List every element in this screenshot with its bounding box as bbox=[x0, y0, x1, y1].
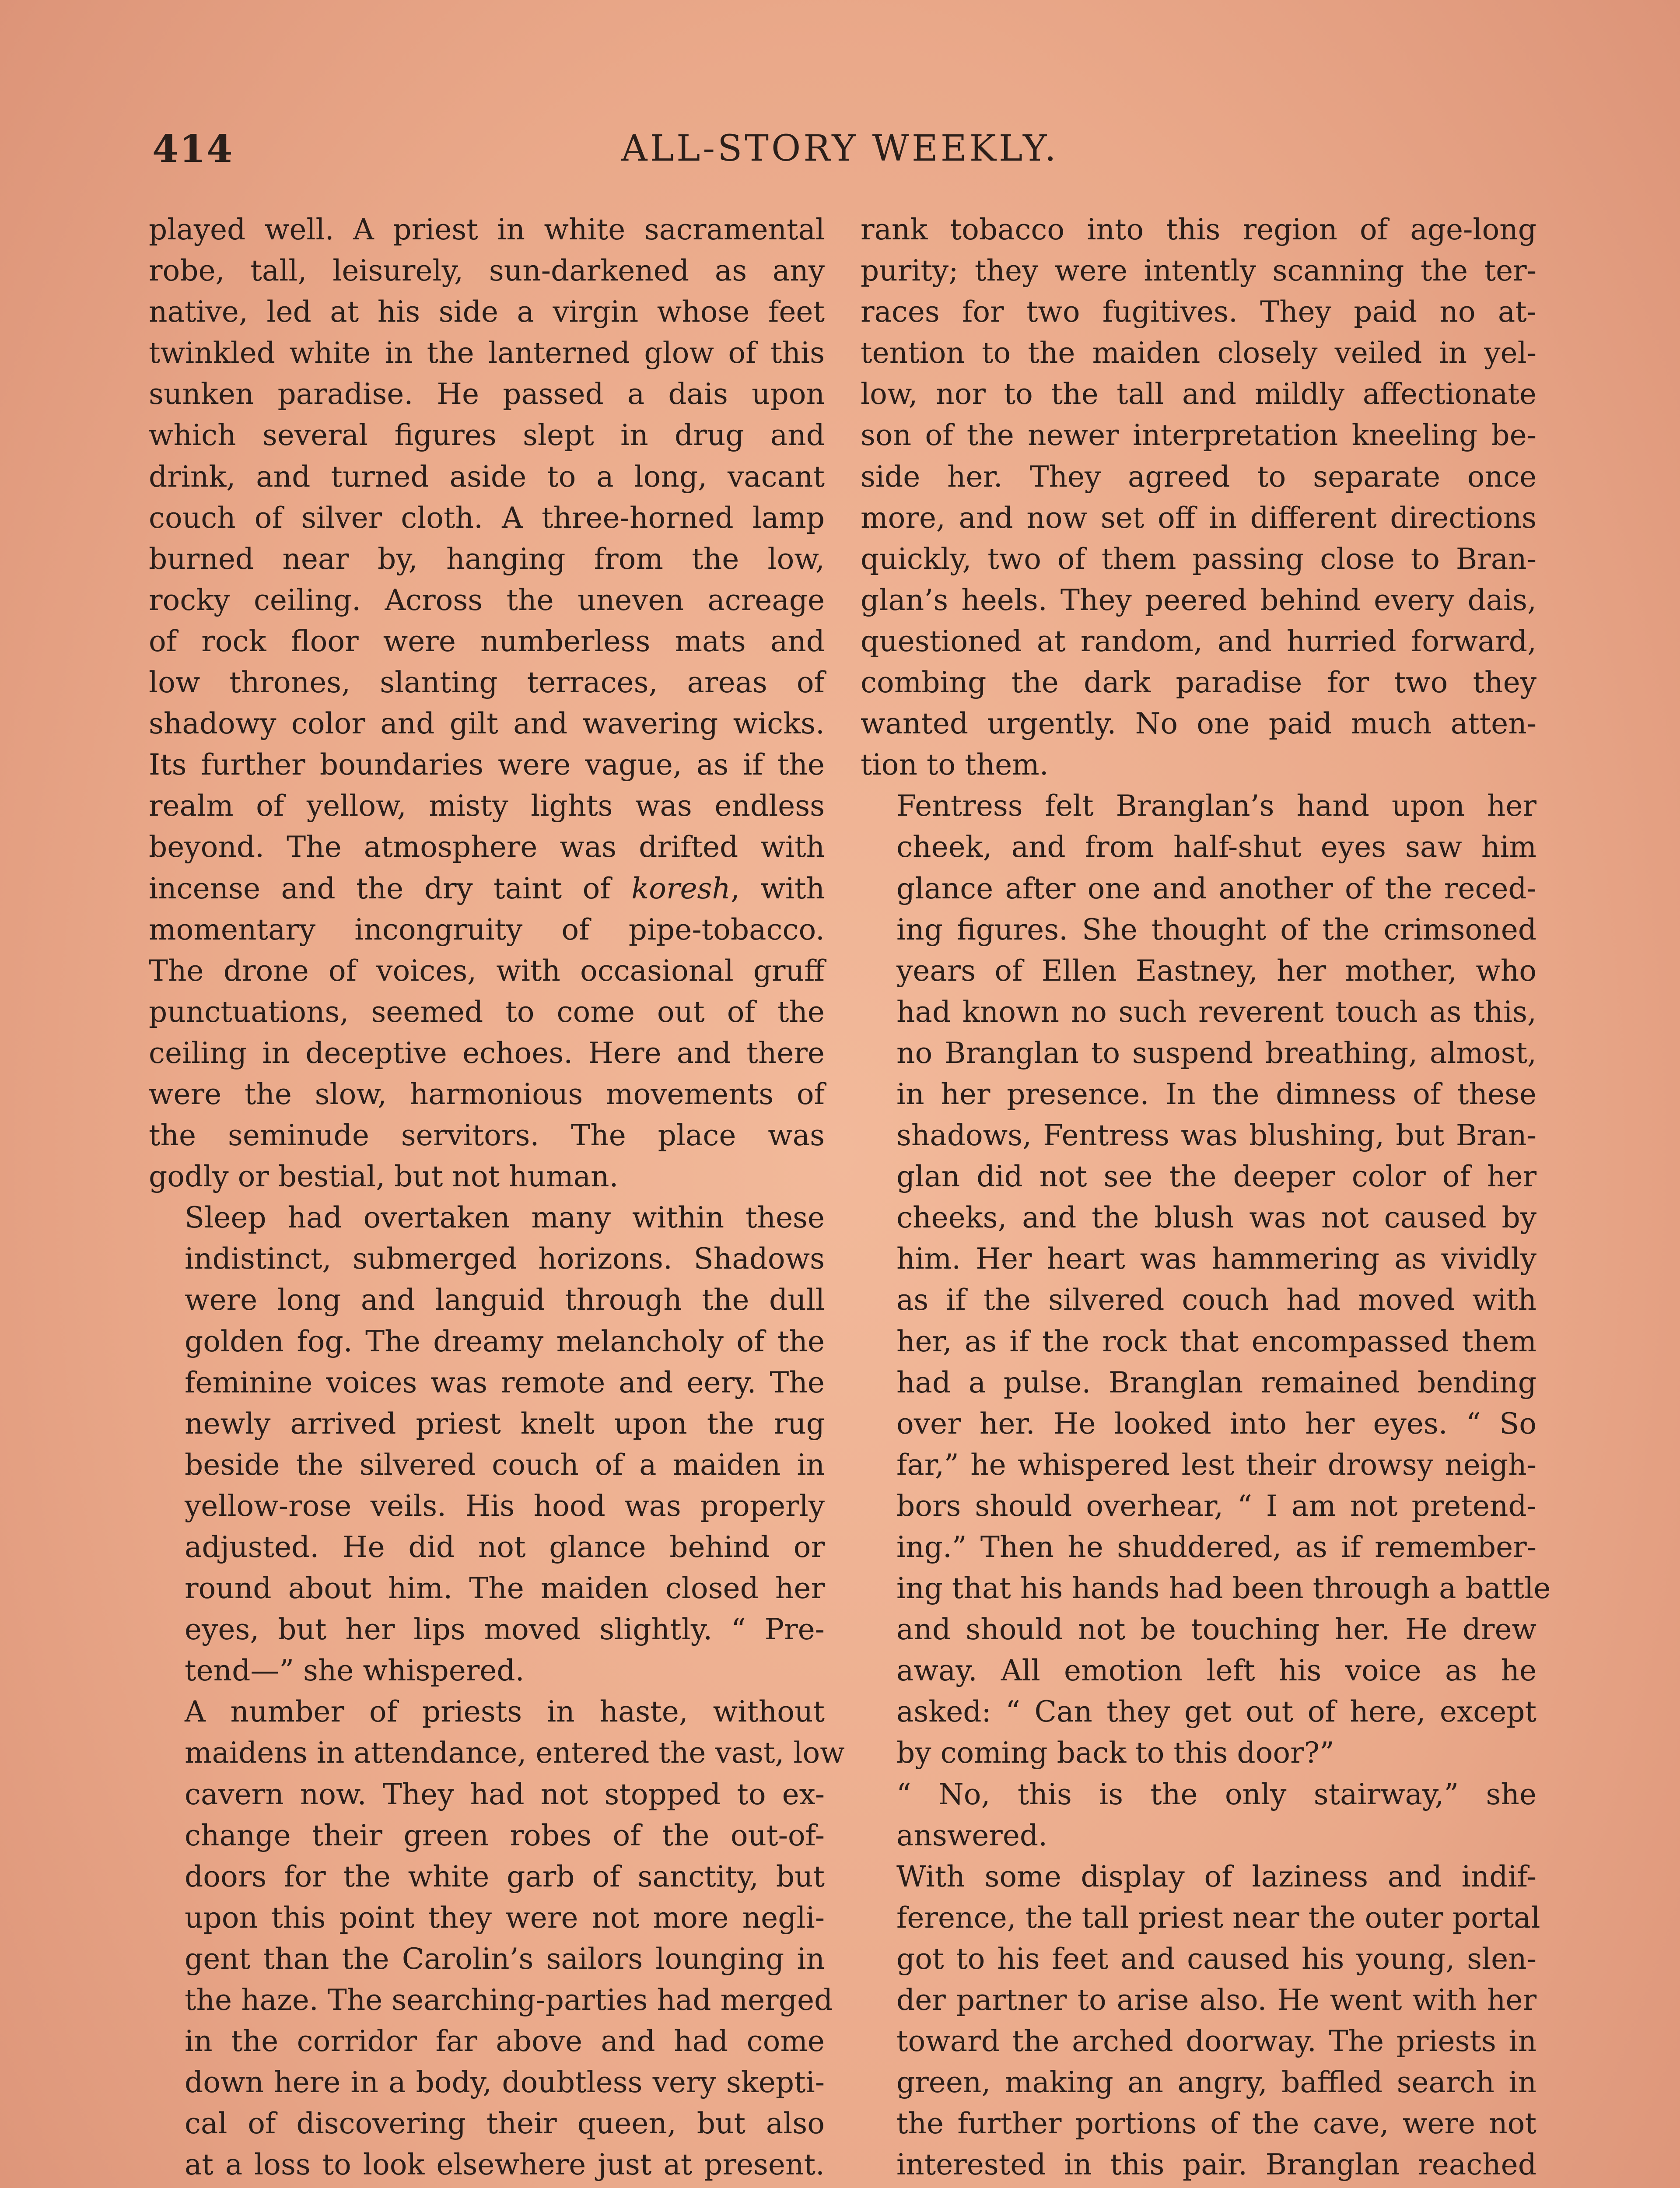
text-line: twinkled white in the lanterned glow of this bbox=[149, 336, 825, 370]
text-line: side her. They agreed to separate once bbox=[861, 459, 1536, 494]
text-line: tention to the maiden closely veiled in yel- bbox=[861, 336, 1536, 370]
text-line: shadowy color and gilt and wavering wicks. bbox=[149, 707, 825, 741]
text-line: far,” he whispered lest their drowsy neigh- bbox=[896, 1448, 1536, 1482]
text-line: gent than the Carolin’s sailors lounging in bbox=[185, 1942, 825, 1976]
text-line: upon this point they were not more negli- bbox=[185, 1900, 825, 1935]
text-line: as if the silvered couch had moved with bbox=[896, 1283, 1536, 1317]
text-line: the haze. The searching-parties had merged bbox=[185, 1983, 833, 2017]
text-line: over her. He looked into her eyes. “ So bbox=[896, 1406, 1536, 1441]
text-line bbox=[149, 2186, 825, 2188]
running-head: ALL-STORY WEEKLY. bbox=[621, 128, 1059, 169]
text-line: golden fog. The dreamy melancholy of the bbox=[185, 1324, 825, 1358]
paragraph bbox=[861, 209, 1536, 785]
text-line: With some display of laziness and indif- bbox=[896, 1859, 1536, 1893]
text-line: in the corridor far above and had come bbox=[185, 2024, 825, 2058]
text-line: burned near by, hanging from the low, bbox=[149, 542, 825, 576]
text-line: round about him. The maiden closed her bbox=[185, 1571, 825, 1606]
text-line: beyond. The atmosphere was drifted with bbox=[149, 830, 825, 864]
text-line: shadows, Fentress was blushing, but Bran- bbox=[896, 1119, 1536, 1153]
text-line: tend—” she whispered. bbox=[185, 1654, 525, 1688]
text-line: played well. A priest in white sacramental bbox=[149, 213, 825, 246]
text-line: “ No, this is the only stairway,” she bbox=[896, 1777, 1536, 1811]
text-line: cavern now. They had not stopped to ex- bbox=[185, 1777, 825, 1811]
text-line: low thrones, slanting terraces, areas of bbox=[149, 666, 825, 700]
text-line: ceiling in deceptive echoes. Here and there bbox=[149, 1036, 825, 1070]
text-line: him. Her heart was hammering as vividly bbox=[896, 1242, 1536, 1276]
text-line: answered. bbox=[896, 1818, 1048, 1852]
text-line: of rock floor were numberless mats and bbox=[149, 624, 825, 658]
text-line: more, and now set off in different directions bbox=[861, 501, 1536, 535]
text-line: quickly, two of them passing close to Bran- bbox=[861, 542, 1536, 576]
text-line: purity; they were intently scanning the ter- bbox=[861, 254, 1536, 288]
text-line: Its further boundaries were vague, as if the bbox=[149, 748, 825, 782]
text-line: son of the newer interpretation kneeling be- bbox=[861, 418, 1536, 452]
text-line: green, making an angry, baffled search in bbox=[896, 2065, 1536, 2100]
text-line: by coming back to this door?” bbox=[896, 1736, 1334, 1770]
text-line: years of Ellen Eastney, her mother, who bbox=[896, 954, 1536, 988]
paragraph bbox=[149, 1197, 825, 1691]
text-line: which several figures slept in drug and bbox=[149, 418, 825, 452]
text-line: doors for the white garb of sanctity, but bbox=[185, 1859, 825, 1893]
text-line: the seminude servitors. The place was bbox=[149, 1119, 825, 1153]
text-line: cal of discovering their queen, but also bbox=[185, 2107, 825, 2141]
text-line: glance after one and another of the reced- bbox=[896, 871, 1536, 905]
text-line: wanted urgently. No one paid much atten- bbox=[861, 707, 1536, 741]
text-line: and should not be touching her. He drew bbox=[896, 1613, 1536, 1647]
text-line: questioned at random, and hurried forward, bbox=[861, 624, 1536, 658]
text-line: eyes, but her lips moved slightly. “ Pre- bbox=[185, 1613, 825, 1647]
right-column bbox=[861, 209, 1551, 2188]
text-line: glan’s heels. They peered behind every dais, bbox=[861, 583, 1536, 617]
paragraph bbox=[149, 1691, 845, 2188]
text-line: indistinct, submerged horizons. Shadows bbox=[185, 1242, 825, 1276]
text-line: couch of silver cloth. A three-horned lamp bbox=[149, 501, 825, 535]
text-line: change their green robes of the out-of- bbox=[185, 1818, 825, 1852]
text-line: bors should overhear, “ I am not pretend- bbox=[896, 1489, 1536, 1523]
text-line: ing that his hands had been through a battle bbox=[896, 1571, 1551, 1606]
text-line: cheek, and from half-shut eyes saw him bbox=[896, 830, 1536, 864]
text-line: races for two fugitives. They paid no at- bbox=[861, 295, 1536, 329]
text-line: native, led at his side a virgin whose feet bbox=[149, 295, 825, 329]
text-line: combing the dark paradise for two they bbox=[861, 666, 1536, 700]
text-line: godly or bestial, but not human. bbox=[149, 1160, 619, 1194]
text-line: no Branglan to suspend breathing, almost, bbox=[896, 1036, 1536, 1070]
paragraph bbox=[861, 1774, 1536, 1856]
text-line: feminine voices was remote and eery. The bbox=[185, 1365, 825, 1399]
text-line: in her presence. In the dimness of these bbox=[896, 1077, 1536, 1111]
text-line: glan did not see the deeper color of her bbox=[896, 1160, 1536, 1194]
text-line: Fentress felt Branglan’s hand upon her bbox=[896, 789, 1536, 823]
text-line: away. All emotion left his voice as he bbox=[896, 1654, 1536, 1688]
text-line: ference, the tall priest near the outer portal bbox=[896, 1900, 1540, 1935]
text-line: had known no such reverent touch as this, bbox=[896, 995, 1536, 1029]
text-line: her, as if the rock that encompassed them bbox=[896, 1324, 1536, 1358]
text-line: robe, tall, leisurely, sun-darkened as any bbox=[149, 254, 825, 288]
text-line: yellow-rose veils. His hood was properly bbox=[185, 1489, 825, 1523]
text-line: rocky ceiling. Across the uneven acreage bbox=[149, 583, 825, 617]
text-line: incense and the dry taint of koresh, with bbox=[149, 871, 825, 905]
text-line: the further portions of the cave, were not bbox=[896, 2107, 1536, 2141]
paragraph bbox=[149, 209, 825, 1197]
text-line: The drone of voices, with occasional gruff bbox=[149, 954, 825, 988]
text-line: were long and languid through the dull bbox=[185, 1283, 825, 1317]
text-line: realm of yellow, misty lights was endless bbox=[149, 789, 825, 823]
text-line: adjusted. He did not glance behind or bbox=[185, 1530, 825, 1564]
text-line: toward the arched doorway. The priests in bbox=[896, 2024, 1536, 2058]
text-line: maidens in attendance, entered the vast, low bbox=[185, 1736, 845, 1770]
left-column bbox=[149, 209, 845, 2188]
text-line: sunken paradise. He passed a dais upon bbox=[149, 377, 825, 411]
text-line: Sleep had overtaken many within these bbox=[185, 1201, 825, 1235]
text-line bbox=[861, 2186, 1536, 2188]
text-line: interested in this pair. Branglan reached bbox=[896, 2148, 1536, 2182]
text-line: at a loss to look elsewhere just at present. bbox=[185, 2148, 825, 2182]
text-line: ing figures. She thought of the crimsoned bbox=[896, 912, 1536, 947]
text-line: newly arrived priest knelt upon the rug bbox=[185, 1406, 825, 1441]
text-line: momentary incongruity of pipe-tobacco. bbox=[149, 912, 825, 947]
text-line: down here in a body, doubtless very skepti- bbox=[185, 2065, 825, 2100]
text-line: tion to them. bbox=[861, 748, 1049, 782]
text-line: got to his feet and caused his young, slen- bbox=[896, 1942, 1536, 1976]
text-line: cheeks, and the blush was not caused by bbox=[896, 1201, 1536, 1235]
text-line: had a pulse. Branglan remained bending bbox=[896, 1365, 1536, 1399]
text-line: were the slow, harmonious movements of bbox=[149, 1077, 825, 1111]
text-line: beside the silvered couch of a maiden in bbox=[185, 1448, 825, 1482]
text-line: rank tobacco into this region of age-long bbox=[861, 213, 1536, 246]
text-line: low, nor to the tall and mildly affectionate bbox=[861, 377, 1536, 411]
text-line: punctuations, seemed to come out of the bbox=[149, 995, 825, 1029]
paragraph bbox=[861, 1856, 1540, 2188]
text-line: drink, and turned aside to a long, vacant bbox=[149, 459, 825, 494]
page-number: 414 bbox=[152, 127, 234, 171]
text-line: A number of priests in haste, without bbox=[185, 1695, 825, 1729]
text-line: der partner to arise also. He went with her bbox=[896, 1983, 1536, 2017]
text-line: asked: “ Can they get out of here, except bbox=[896, 1695, 1536, 1729]
text-line: ing.” Then he shuddered, as if remember- bbox=[896, 1530, 1536, 1564]
paragraph bbox=[861, 785, 1551, 1774]
